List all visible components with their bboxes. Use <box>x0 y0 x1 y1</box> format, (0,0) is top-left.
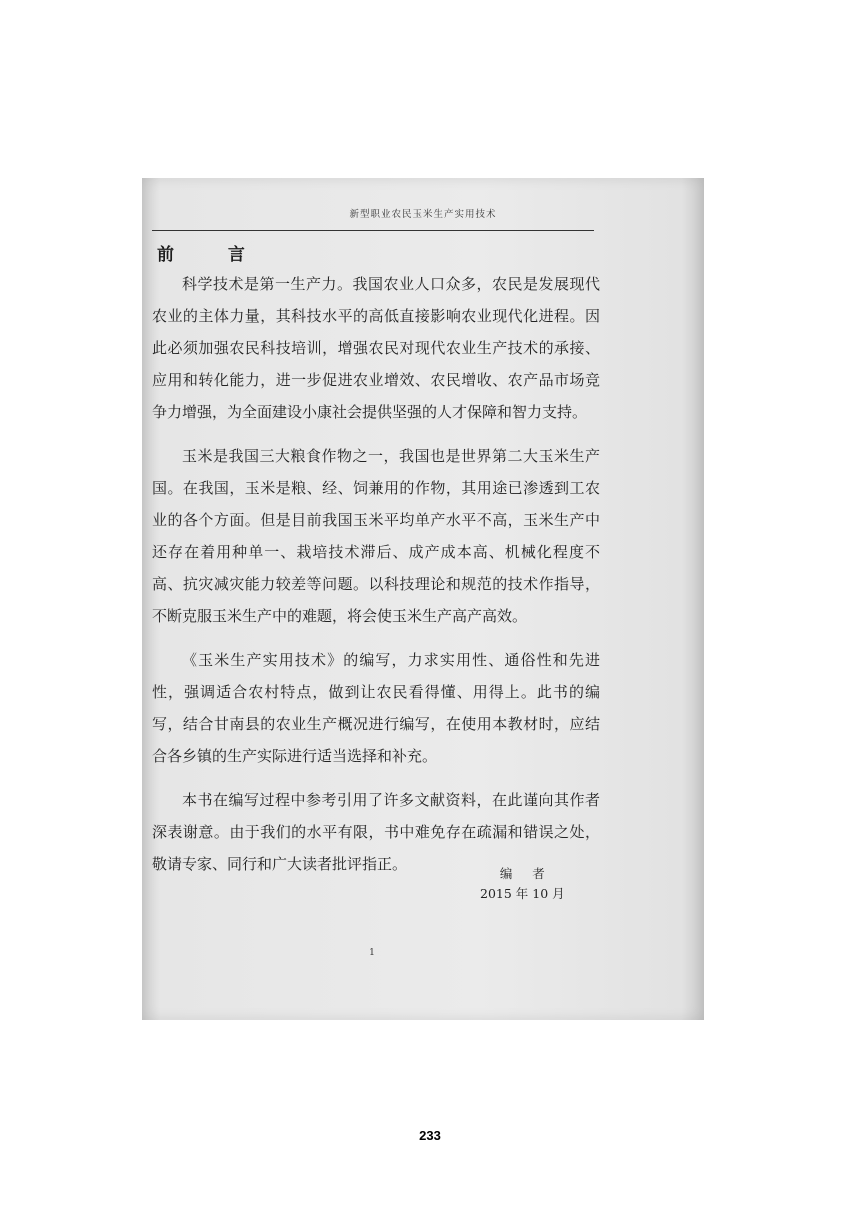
running-head: 新型职业农民玉米生产实用技术 <box>349 209 497 220</box>
paragraph: 本书在编写过程中参考引用了许多文献资料，在此谨向其作者深表谢意。由于我们的水平有限，书中难免存在疏漏和错误之处，敬请专家、同行和广大读者批评指正。 <box>152 791 600 873</box>
signature-block <box>480 864 565 904</box>
signature-author: 编 者 <box>499 866 553 881</box>
document-page-number: 233 <box>419 1128 441 1143</box>
scanned-page <box>142 178 704 1020</box>
paragraph: 《玉米生产实用技术》的编写，力求实用性、通俗性和先进性，强调适合农村特点，做到让农民看得懂、用得上。此书的编写，结合甘南县的农业生产概况进行编写，在使用本教材时，应结合各乡镇的生产实际进行适当选择和补充。 <box>152 651 600 765</box>
paragraph: 玉米是我国三大粮食作物之一，我国也是世界第二大玉米生产国。在我国，玉米是粮、经、饲兼用的作物，其用途已渗透到工农业的各个方面。但是目前我国玉米平均单产水平不高，玉米生产中还存在着用种单一、栽培技术滞后、成产成本高、机械化程度不高、抗灾减灾能力较差等问题。以科技理论和规范的技术作指导，不断克服玉米生产中的难题，将会使玉米生产高产高效。 <box>152 447 600 625</box>
paragraph: 科学技术是第一生产力。我国农业人口众多，农民是发展现代农业的主体力量，其科技水平的高低直接影响农业现代化进程。因此必须加强农民科技培训，增强农民对现代农业生产技术的承接、应用和转化能力，进一步促进农业增效、农民增收、农产品市场竞争力增强，为全面建设小康社会提供坚强的人才保障和智力支持。 <box>152 275 600 421</box>
preface-heading: 前 言 <box>157 245 269 265</box>
preface-body <box>152 268 600 880</box>
header-rule <box>152 230 594 231</box>
book-page-number: 1 <box>369 948 375 958</box>
signature-date: 2015 年 10 月 <box>480 886 565 901</box>
